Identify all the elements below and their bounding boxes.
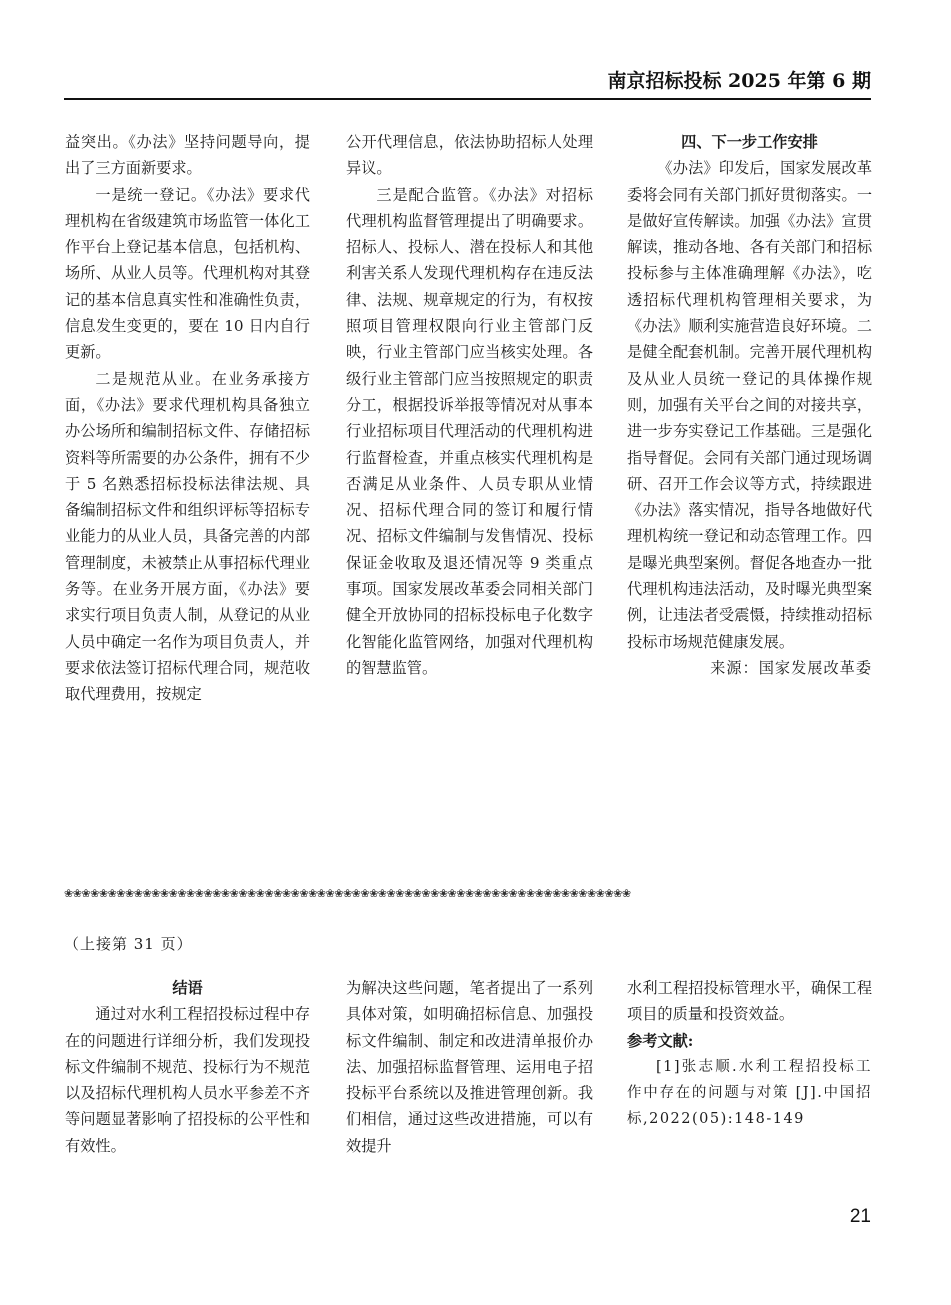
source-line: 来源：国家发展改革委: [710, 658, 872, 677]
conclusion-column-3: [627, 975, 872, 1133]
paragraph: 一是统一登记。《办法》要求代理机构在省级建筑市场监管一体化工作平台上登记基本信息，包括机构、场所、从业人员等。代理机构对其登记的基本信息真实性和准确性负责，信息发生变更的，要在 10 日内自行更新。: [65, 185, 310, 362]
continued-note: （上接第 31 页）: [64, 935, 193, 953]
paragraph: 二是规范从业。在业务承接方面，《办法》要求代理机构具备独立办公场所和编制招标文件、存储招标资料等所需要的办公条件，拥有不少于 5 名熟悉招标投标法律法规、具备编制招标文件和组织评标等招标专业能力的从业人员，具备完善的内部管理制度，未被禁止从事招标代理业务等。在业务开展方面，《办法》要求实行项目负责人制，从登记的从业人员中确定一名作为项目负责人，并要求依法签订招标代理合同，规范收取代理费用，按规定: [65, 369, 310, 704]
header-rule: [64, 98, 871, 100]
paragraph: 公开代理信息，依法协助招标人处理异议。: [346, 133, 593, 178]
reference-entry: [1]张志顺.水利工程招投标工作中存在的问题与对策 [J].中国招标,2022(05):148-149: [627, 1058, 872, 1128]
section-heading: 结语: [172, 979, 203, 997]
paragraph: 水利工程招投标管理水平，确保工程项目的质量和投资效益。: [627, 979, 872, 1024]
paragraph: 三是配合监管。《办法》对招标代理机构监督管理提出了明确要求。招标人、投标人、潜在投标人和其他利害关系人发现代理机构存在违反法律、法规、规章规定的行为，有权按照项目管理权限向行业主管部门反映，行业主管部门应当核实处理。各级行业主管部门应当按照规定的职责分工，根据投诉举报等情况对从事本行业招标项目代理活动的代理机构进行监督检查，并重点核实代理机构是否满足从业条件、人员专职从业情况、招标代理合同的签订和履行情况、招标文件编制与发售情况、投标保证金收取及退还情况等 9 类重点事项。国家发展改革委会同相关部门健全开放协同的招标投标电子化数字化智能化监管网络，加强对代理机构的智慧监管。: [346, 185, 593, 677]
paragraph: 通过对水利工程招投标过程中存在的问题进行详细分析，我们发现投标文件编制不规范、投标行为不规范以及招标代理机构人员水平参差不齐等问题显著影响了招投标的公平性和有效性。: [65, 1005, 310, 1155]
article-column-3: [627, 129, 872, 681]
paragraph: 益突出。《办法》坚持问题导向，提出了三方面新要求。: [65, 133, 310, 178]
references-heading: 参考文献:: [627, 1031, 694, 1050]
conclusion-column-2: [346, 975, 593, 1159]
decorative-divider: ❀❀❀❀❀❀❀❀❀❀❀❀❀❀❀❀❀❀❀❀❀❀❀❀❀❀❀❀❀❀❀❀❀❀❀❀❀❀❀❀❀❀❀❀❀❀❀❀❀❀❀❀❀❀❀❀❀❀❀❀❀❀❀❀❀: [64, 887, 631, 900]
journal-header: 南京招标投标 2025 年第 6 期: [607, 70, 871, 92]
paragraph: 《办法》印发后，国家发展改革委将会同有关部门抓好贯彻落实。一是做好宣传解读。加强《办法》宣贯解读，推动各地、各有关部门和招标投标参与主体准确理解《办法》，吃透招标代理机构管理相关要求，为《办法》顺利实施营造良好环境。二是健全配套机制。完善开展代理机构及从业人员统一登记的具体操作规则，加强有关平台之间的对接共享，进一步夯实登记工作基础。三是强化指导督促。会同有关部门通过现场调研、召开工作会议等方式，持续跟进《办法》落实情况，指导各地做好代理机构统一登记和动态管理工作。四是曝光典型案例。督促各地查办一批代理机构违法活动，及时曝光典型案例，让违法者受震慑，持续推动招标投标市场规范健康发展。: [627, 159, 872, 651]
paragraph: 为解决这些问题，笔者提出了一系列具体对策，如明确招标信息、加强投标文件编制、制定和改进清单报价办法、加强招标监督管理、运用电子招投标平台系统以及推进管理创新。我们相信，通过这些改进措施，可以有效提升: [346, 979, 593, 1155]
article-column-1: [65, 129, 310, 708]
page-number: 21: [849, 1206, 871, 1227]
article-column-2: [346, 129, 593, 681]
conclusion-column-1: [65, 975, 310, 1159]
section-heading: 四、下一步工作安排: [681, 133, 818, 151]
